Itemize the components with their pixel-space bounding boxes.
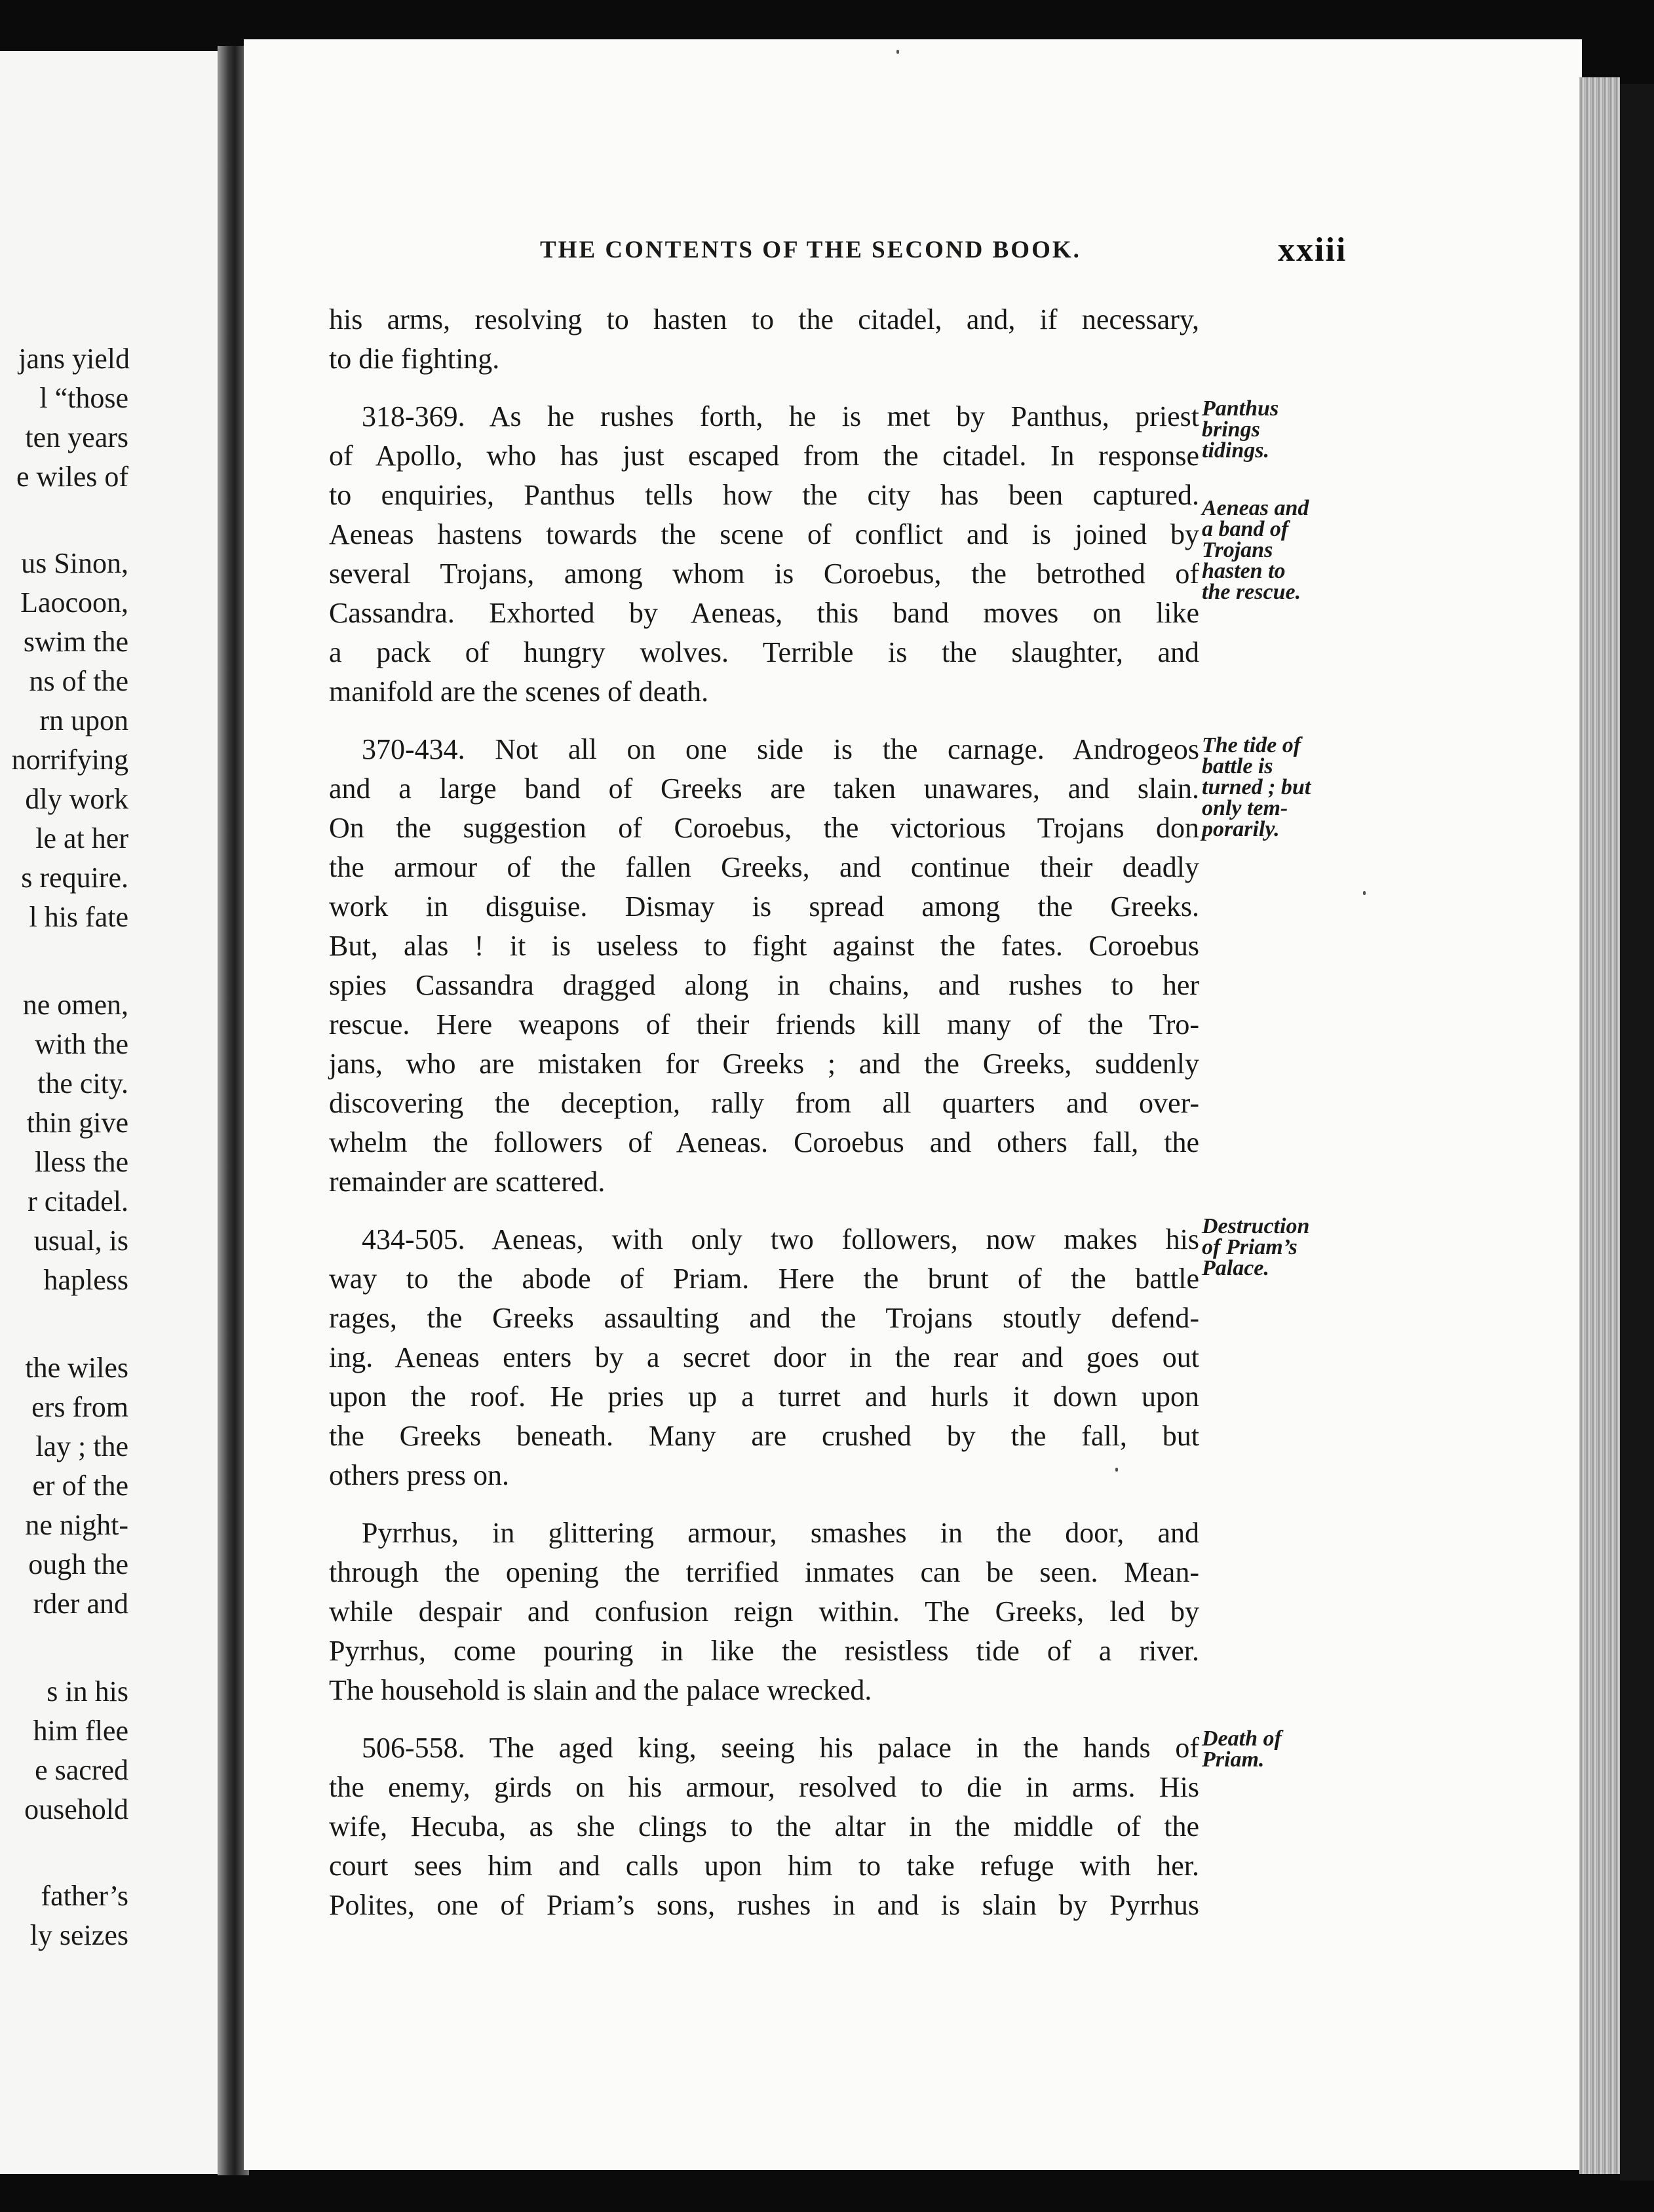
left-line: s in his [47,1675,128,1707]
left-line: ne night- [25,1509,128,1541]
sidenote-line: Destruction [1202,1214,1310,1238]
left-line: usual, is [33,1225,128,1257]
sidenote-line: Panthus [1202,396,1279,421]
sidenote-line: only tem- [1202,796,1288,820]
text-line: On the suggestion of Coroebus, the victorious Trojans don [329,812,1199,844]
text-line: a pack of hungry wolves. Terrible is the slaughter, and [329,636,1199,668]
paragraph [329,730,1199,1202]
text-line: whelm the followers of Aeneas. Coroebus and others fall, the [329,1126,1199,1158]
body-text [329,300,1199,1943]
text-line: 506-558. The aged king, seeing his palace in the hands of [362,1732,1199,1764]
sidenote-line: battle is [1202,754,1273,778]
left-line: lay ; the [35,1430,128,1462]
sidenote-panthus [1202,398,1279,461]
text-line: the Greeks beneath. Many are crushed by the fall, but [329,1420,1199,1452]
sidenote-line: a band of [1202,517,1289,541]
sidenote-line: of Priam’s [1202,1235,1298,1259]
left-line: rder and [33,1588,128,1620]
right-page [244,39,1582,2170]
text-line: the enemy, girds on his armour, resolved to die in arms. His [329,1771,1199,1803]
text-line: work in disguise. Dismay is spread among the Greeks. [329,890,1199,923]
text-line: remainder are scattered. [329,1166,606,1198]
left-line: l “those [39,382,128,414]
text-line: Polites, one of Priam’s sons, rushes in and is slain by Pyrrhus [329,1889,1199,1921]
text-line: while despair and confusion reign within. The Greeks, led by [329,1595,1199,1628]
left-line: ns of the [29,665,128,697]
page-number: xxiii [1278,231,1347,269]
left-line: swim the [23,626,128,658]
paragraph [329,1728,1199,1925]
left-line: rn upon [39,704,128,736]
left-line: l his fate [29,901,128,933]
left-line: lless the [35,1146,128,1178]
scan-speck [896,50,899,54]
text-line: manifold are the scenes of death. [329,676,709,708]
left-line: er of the [32,1470,128,1502]
sidenote-line: turned ; but [1202,775,1311,799]
text-line: several Trojans, among whom is Coroebus, the betrothed of [329,558,1199,590]
text-line: ing. Aeneas enters by a secret door in the rear and goes out [329,1341,1199,1373]
running-head: THE CONTENTS OF THE SECOND BOOK. [540,237,1081,263]
left-line: ousehold [24,1793,128,1825]
left-line: le at her [35,822,128,854]
paragraph [329,1514,1199,1710]
left-line: the city. [37,1067,128,1099]
text-line: Cassandra. Exhorted by Aeneas, this band moves on like [329,597,1199,629]
text-line: to die fighting. [329,343,500,375]
left-line: ly seizes [29,1919,128,1951]
left-line: ough the [28,1548,128,1580]
text-line: court sees him and calls upon him to take refuge with her. [329,1850,1199,1882]
page-edges [1579,77,1620,2174]
left-line: e wiles of [16,461,128,493]
left-line: us Sinon, [21,547,128,579]
left-line: r citadel. [28,1185,128,1217]
text-line: 434-505. Aeneas, with only two followers, now makes his [362,1223,1199,1255]
left-line: Laocoon, [20,586,128,619]
sidenote-line: Trojans [1202,538,1273,562]
left-page-text [0,51,224,2174]
left-line: hapless [43,1264,128,1296]
text-line: rescue. Here weapons of their friends kill many of the Tro- [329,1008,1199,1040]
left-line: the wiles [25,1352,128,1384]
left-line: father’s [41,1880,128,1912]
left-line: norrifying [11,744,128,776]
scan-speck [1115,1468,1118,1472]
sidenote-aeneas-band [1202,498,1309,603]
sidenote-line: Death of [1202,1726,1282,1751]
text-line: spies Cassandra dragged along in chains, and rushes to her [329,969,1199,1001]
text-line: Pyrrhus, come pouring in like the resistless tide of a river. [329,1635,1199,1667]
text-line: wife, Hecuba, as she clings to the altar in the middle of the [329,1810,1199,1842]
text-line: 370-434. Not all on one side is the carnage. Androgeos [362,733,1199,765]
sidenote-line: porarily. [1202,817,1280,841]
text-line: jans, who are mistaken for Greeks ; and the Greeks, suddenly [329,1048,1199,1080]
paragraph [329,1220,1199,1495]
sidenote-line: The tide of [1202,733,1301,757]
sidenote-line: Palace. [1202,1256,1269,1280]
sidenote-destruction [1202,1216,1309,1279]
sidenote-line: tidings. [1202,438,1269,463]
text-line: and a large band of Greeks are taken unawares, and slain. [329,772,1199,805]
scan-speck [1363,891,1366,895]
text-line: his arms, resolving to hasten to the citadel, and, if necessary, [329,303,1199,335]
left-line: with the [35,1028,128,1060]
paragraph [329,397,1199,712]
sidenote-tide-of-battle [1202,735,1311,840]
text-line: rages, the Greeks assaulting and the Trojans stoutly defend- [329,1302,1199,1334]
left-line: thin give [26,1107,128,1139]
text-line: way to the abode of Priam. Here the brunt of the battle [329,1263,1199,1295]
text-line: Pyrrhus, in glittering armour, smashes in the door, and [362,1517,1199,1549]
sidenote-death-of-priam [1202,1728,1282,1770]
text-line: others press on. [329,1459,509,1491]
left-line: ers from [31,1391,128,1423]
left-line: e sacred [35,1754,128,1786]
page-edge-shadow [1620,84,1654,2181]
left-line: s require. [21,862,128,894]
sidenote-line: the rescue. [1202,580,1301,604]
left-line: him flee [33,1715,128,1747]
left-line: ten years [25,421,128,453]
sidenote-line: hasten to [1202,559,1286,583]
text-line: of Apollo, who has just escaped from the citadel. In response [329,440,1199,472]
sidenote-line: brings [1202,417,1260,442]
text-line: discovering the deception, rally from all quarters and over- [329,1087,1199,1119]
left-line: jans yield [18,343,130,375]
text-line: Aeneas hastens towards the scene of conflict and is joined by [329,518,1199,550]
sidenote-line: Priam. [1202,1747,1265,1772]
text-line: through the opening the terrified inmates can be seen. Mean- [329,1556,1199,1588]
sidenote-line: Aeneas and [1202,496,1309,520]
text-line: The household is slain and the palace wrecked. [329,1674,872,1706]
left-line: ne omen, [22,989,128,1021]
text-line: upon the roof. He pries up a turret and hurls it down upon [329,1381,1199,1413]
text-line: the armour of the fallen Greeks, and continue their deadly [329,851,1199,883]
text-line: to enquiries, Panthus tells how the city has been captured. [329,479,1199,511]
left-line: dly work [25,783,128,815]
left-page-fragment [0,51,224,2174]
text-line: But, alas ! it is useless to fight against the fates. Coroebus [329,930,1199,962]
paragraph [329,300,1199,379]
text-line: 318-369. As he rushes forth, he is met by Panthus, priest [362,400,1199,432]
